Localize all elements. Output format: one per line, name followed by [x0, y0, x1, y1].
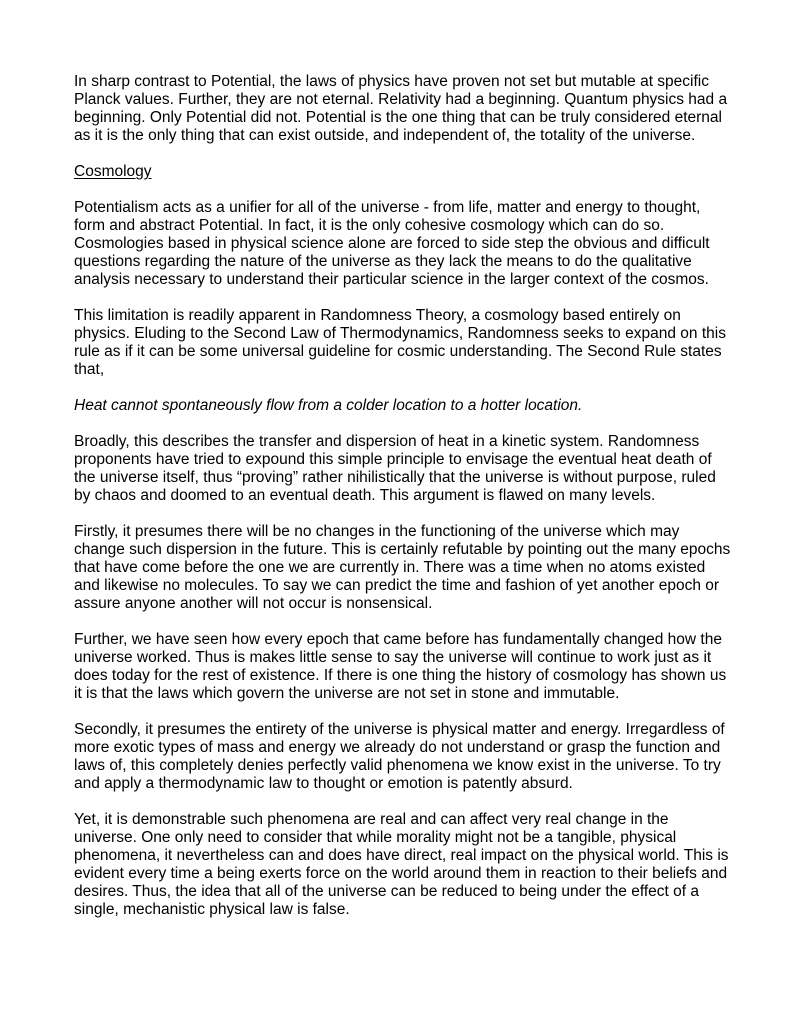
paragraph-potential-eternal: In sharp contrast to Potential, the laws of physics have proven not set but mutable at specific Planck values. Further, they are not eternal. Relativity had a beginning. Quantum physics had a beginning. Only Potential did not. Potential is the one thing that can be truly considered eternal as it is the only thing that can exist outside, and independent of, the totality of the universe.: [74, 73, 728, 144]
paragraph-firstly: Firstly, it presumes there will be no changes in the functioning of the universe which may change such dispersion in the future. This is certainly refutable by pointing out the many epochs that have come before the one we are currently in. There was a time when no atoms existed and likewise no molecules. To say we can predict the time and fashion of yet another epoch or assure anyone another will not occur is nonsensical.: [74, 523, 731, 612]
quote-second-law: Heat cannot spontaneously flow from a colder location to a hotter location.: [74, 397, 583, 414]
paragraph-heat-death: Broadly, this describes the transfer and dispersion of heat in a kinetic system. Randomness proponents have tried to expound this simple principle to envisage the eventual heat death of the universe itself, thus “proving” rather nihilistically that the universe is without purpose, ruled by chaos and doomed to an eventual death. This argument is flawed on many levels.: [74, 433, 716, 504]
paragraph-potentialism-unifier: Potentialism acts as a unifier for all of the universe - from life, matter and energy to thought, form and abstract Potential. In fact, it is the only cohesive cosmology which can do so. Cosmologies based in physical science alone are forced to side step the obvious and difficult questions regarding the nature of the universe as they lack the means to do the qualitative analysis necessary to understand their particular science in the larger context of the cosmos.: [74, 199, 710, 288]
paragraph-secondly: Secondly, it presumes the entirety of the universe is physical matter and energy. Irregardless of more exotic types of mass and energy we already do not understand or grasp the function and laws of, this completely denies perfectly valid phenomena we know exist in the universe. To try and apply a thermodynamic law to thought or emotion is patently absurd.: [74, 721, 725, 792]
paragraph-yet: Yet, it is demonstrable such phenomena are real and can affect very real change in the universe. One only need to consider that while morality might not be a tangible, physical phenomena, it nevertheless can and does have direct, real impact on the physical world. This is evident every time a being exerts force on the world around them in reaction to their beliefs and desires. Thus, the idea that all of the universe can be reduced to being under the effect of a single, mechanistic physical law is false.: [74, 811, 729, 918]
paragraph-randomness-theory: This limitation is readily apparent in Randomness Theory, a cosmology based entirely on physics. Eluding to the Second Law of Thermodynamics, Randomness seeks to expand on this rule as if it can be some universal guideline for cosmic understanding. The Second Rule states that,: [74, 307, 726, 378]
document-page: [74, 73, 734, 937]
section-heading-cosmology: Cosmology: [74, 163, 152, 180]
paragraph-further: Further, we have seen how every epoch that came before has fundamentally changed how the universe worked. Thus is makes little sense to say the universe will continue to work just as it does today for the rest of existence. If there is one thing the history of cosmology has shown us it is that the laws which govern the universe are not set in stone and immutable.: [74, 631, 727, 702]
